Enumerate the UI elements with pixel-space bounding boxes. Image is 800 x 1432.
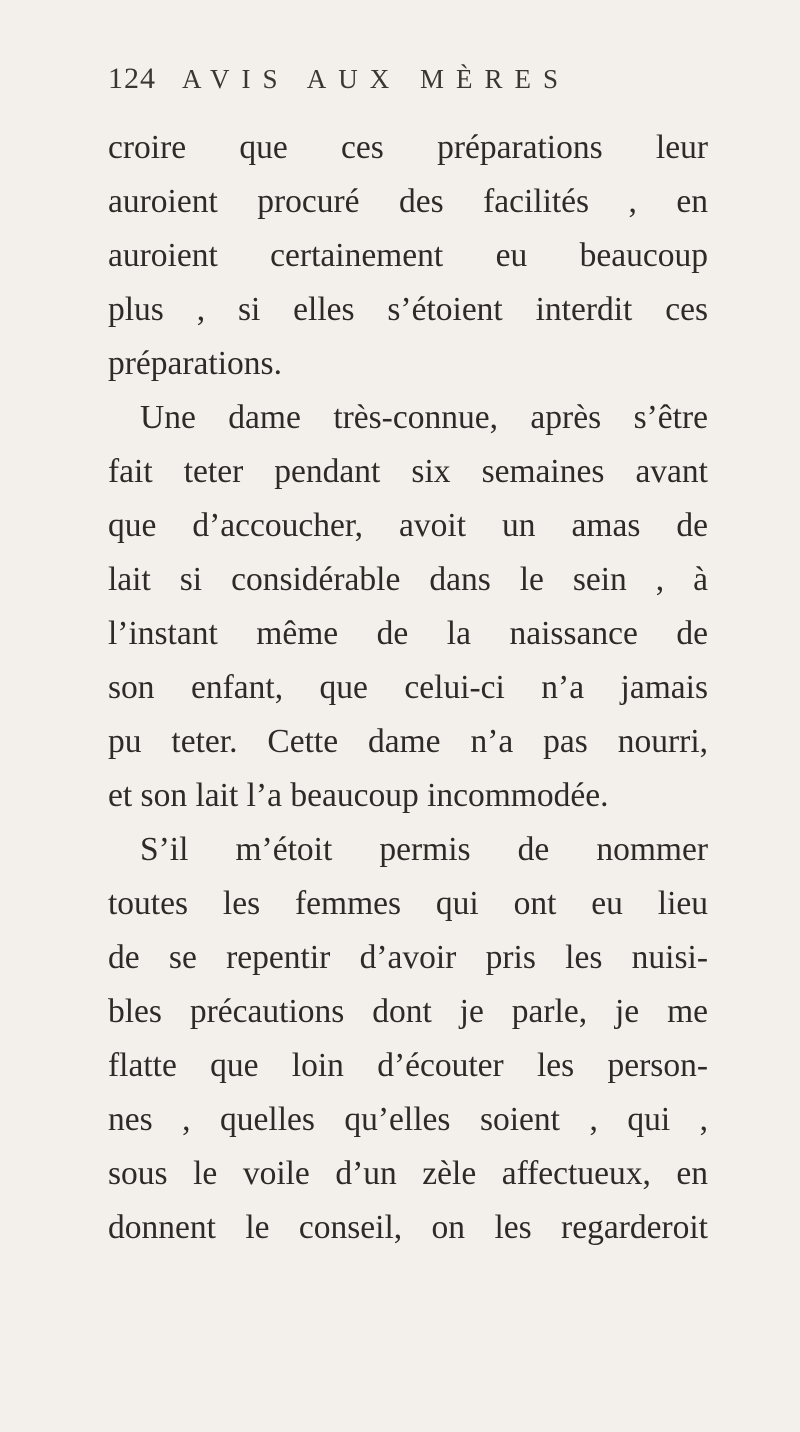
text-line: nes , quelles qu’elles soient , qui , — [108, 1101, 708, 1138]
running-title: AVIS AUX MÈRES — [182, 64, 571, 94]
text-line: bles précautions dont je parle, je me — [108, 993, 708, 1030]
text-line: flatte que loin d’écouter les person- — [108, 1047, 708, 1084]
text-line: S’il m’étoit permis de nommer — [140, 831, 708, 868]
text-line: lait si considérable dans le sein , à — [108, 561, 708, 598]
text-line: donnent le conseil, on les regarderoit — [108, 1209, 708, 1246]
text-line: de se repentir d’avoir pris les nuisi- — [108, 939, 708, 976]
running-head — [108, 62, 570, 102]
text-line: que d’accoucher, avoit un amas de — [108, 507, 708, 544]
text-line: sous le voile d’un zèle affectueux, en — [108, 1155, 708, 1192]
text-line: croire que ces préparations leur — [108, 129, 708, 166]
text-line: plus , si elles s’étoient interdit ces — [108, 291, 708, 328]
text-line: l’instant même de la naissance de — [108, 615, 708, 652]
page-number: 124 — [108, 62, 156, 95]
text-line: toutes les femmes qui ont eu lieu — [108, 885, 708, 922]
text-line: et son lait l’a beaucoup incommodée. — [108, 777, 609, 814]
text-line: préparations. — [108, 345, 282, 382]
text-line: Une dame très-connue, après s’être — [140, 399, 708, 436]
text-line: auroient certainement eu beaucoup — [108, 237, 708, 274]
body-text — [108, 128, 708, 1262]
text-line: pu teter. Cette dame n’a pas nourri, — [108, 723, 708, 760]
text-line: auroient procuré des facilités , en — [108, 183, 708, 220]
text-line: son enfant, que celui-ci n’a jamais — [108, 669, 708, 706]
text-line: fait teter pendant six semaines avant — [108, 453, 708, 490]
